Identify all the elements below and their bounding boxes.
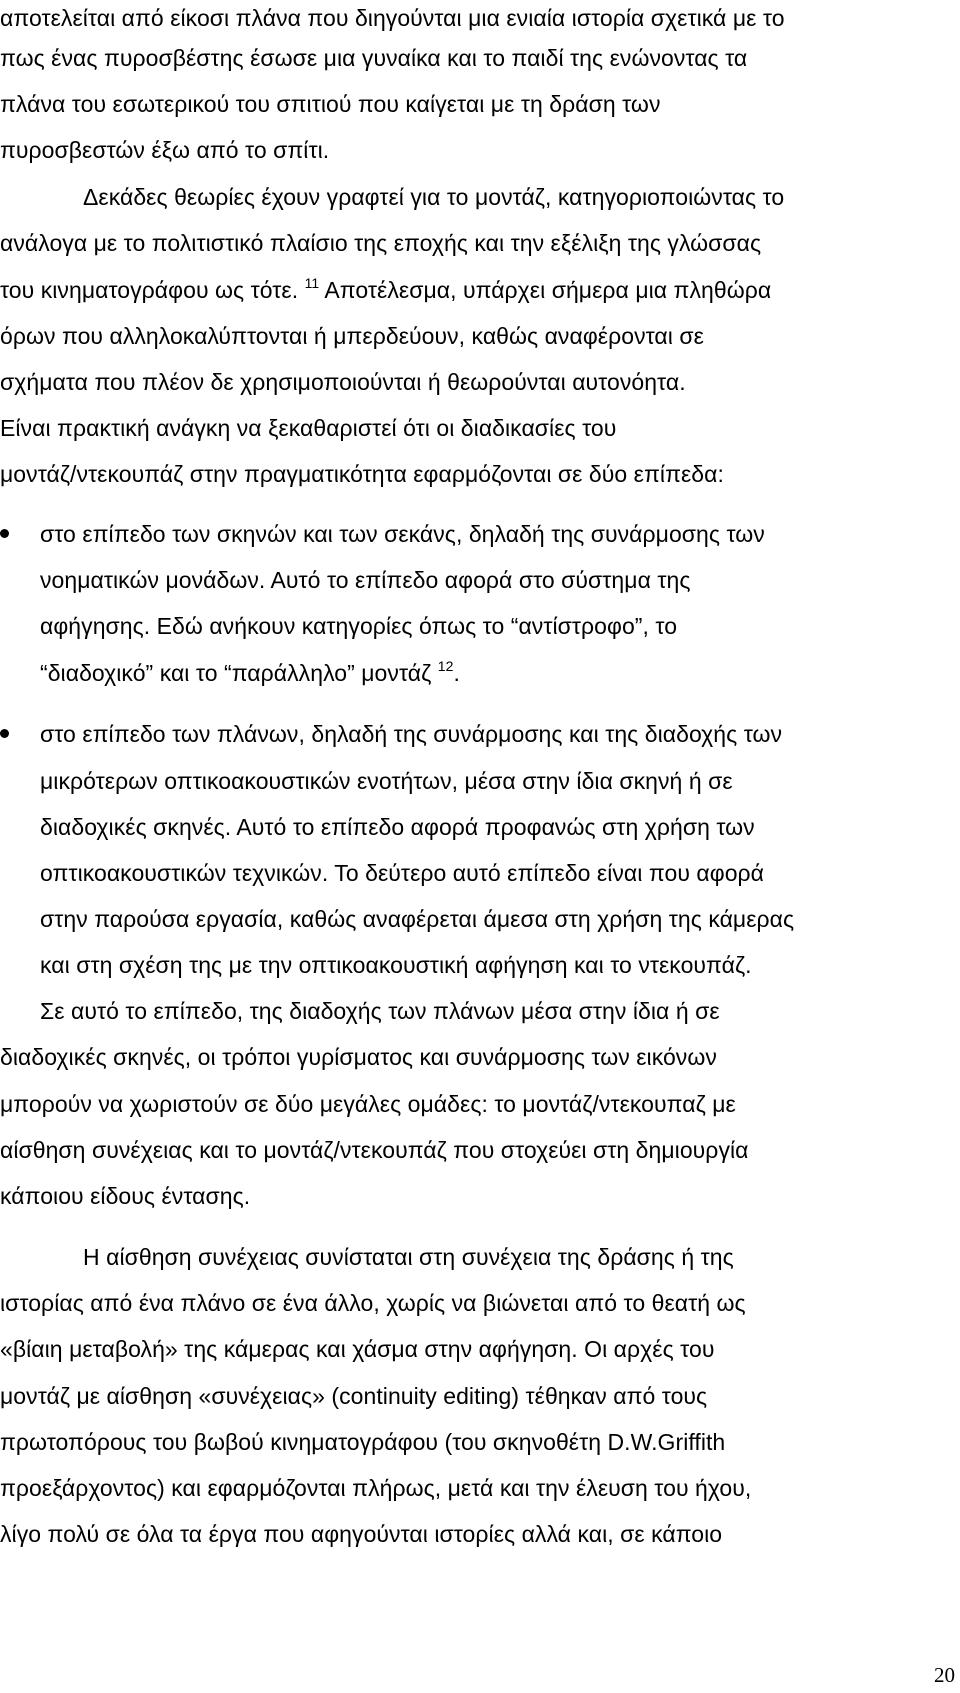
body-line: λίγο πολύ σε όλα τα έργα που αφηγούνται ιστορίες αλλά και, σε κάποιο [0, 1521, 723, 1547]
body-text: Αποτέλεσμα, υπάρχει σήμερα μια πληθώρα [324, 277, 772, 303]
body-line: πως ένας πυροσβέστης έσωσε μια γυναίκα και το παιδί της ενώνοντας τα [0, 45, 748, 71]
body-line-with-term [0, 1382, 707, 1410]
body-line: όρων που αλληλοκαλύπτονται ή μπερδεύουν, καθώς αναφέρονται σε [0, 323, 704, 349]
body-line: κάποιου είδους έντασης. [0, 1183, 251, 1209]
body-line: «βίαιη μεταβολή» της κάμερας και χάσμα στην αφήγηση. Οι αρχές του [0, 1336, 715, 1362]
body-text: του κινηματογράφου ως τότε. [0, 277, 299, 303]
bullet-item-line: διαδοχικές σκηνές. Αυτό το επίπεδο αφορά προφανώς στη χρήση των [40, 814, 755, 840]
highlighted-term: αίσθηση «συνέχειας» (continuity editing) [106, 1383, 520, 1409]
bullet-item-line: στο επίπεδο των πλάνων, δηλαδή της συνάρμοσης και της διαδοχής των [40, 721, 783, 747]
body-line: προεξάρχοντος) και εφαρμόζονται πλήρως, μετά και την έλευση του ήχου, [0, 1475, 752, 1501]
body-line-with-footnote [0, 276, 771, 304]
footnote-marker[interactable]: 12 [437, 658, 454, 674]
body-text: μοντάζ με [0, 1383, 107, 1409]
body-line: μοντάζ/ντεκουπάζ στην πραγματικότητα εφαρμόζονται σε δύο επίπεδα: [0, 461, 724, 487]
body-line: Είναι πρακτική ανάγκη να ξεκαθαριστεί ότι οι διαδικασίες του [0, 415, 617, 441]
body-line: διαδοχικές σκηνές, οι τρόποι γυρίσματος και συνάρμοσης των εικόνων [0, 1044, 717, 1070]
body-text: τέθηκαν από τους [519, 1383, 708, 1409]
body-line: πλάνα του εσωτερικού του σπιτιού που καίγεται με τη δράση των [0, 91, 661, 117]
body-line: αίσθηση συνέχειας και το μοντάζ/ντεκουπάζ που στοχεύει στη δημιουργία [0, 1137, 749, 1163]
body-text: “διαδοχικό” και το “παράλληλο” μοντάζ [40, 660, 432, 686]
body-line: σχήματα που πλέον δε χρησιμοποιούνται ή θεωρούνται αυτονόητα. [0, 369, 686, 395]
bullet-item-line-with-footnote [40, 659, 460, 687]
body-text: . [453, 660, 460, 686]
body-line: Δεκάδες θεωρίες έχουν γραφτεί για το μοντάζ, κατηγοριοποιώντας το [83, 184, 785, 210]
body-line: Η αίσθηση συνέχειας συνίσταται στη συνέχεια της δράσης ή της [83, 1244, 734, 1270]
body-line: Σε αυτό το επίπεδο, της διαδοχής των πλάνων μέσα στην ίδια ή σε [40, 998, 720, 1024]
bullet-icon [0, 729, 9, 738]
body-line: ανάλογα με το πολιτιστικό πλαίσιο της εποχής και την εξέλιξη της γλώσσας [0, 230, 762, 256]
body-line: πρωτοπόρους του βωβού κινηματογράφου (του σκηνοθέτη D.W.Griffith [0, 1429, 726, 1455]
bullet-item-line: νοηματικών μονάδων. Αυτό το επίπεδο αφορά στο σύστημα της [40, 567, 691, 593]
body-line: πυροσβεστών έξω από το σπίτι. [0, 137, 330, 163]
body-line: αποτελείται από είκοσι πλάνα που διηγούνται μια ενιαία ιστορία σχετικά με το [0, 5, 785, 31]
bullet-icon [0, 529, 9, 538]
bullet-item-line: μικρότερων οπτικοακουστικών ενοτήτων, μέσα στην ίδια σκηνή ή σε [40, 768, 733, 794]
footnote-marker[interactable]: 11 [304, 275, 320, 291]
bullet-item-line: οπτικοακουστικών τεχνικών. Το δεύτερο αυτό επίπεδο είναι που αφορά [40, 860, 765, 886]
body-line: ιστορίας από ένα πλάνο σε ένα άλλο, χωρίς να βιώνεται από το θεατή ως [0, 1290, 746, 1316]
body-line: μπορούν να χωριστούν σε δύο μεγάλες ομάδες: το μοντάζ/ντεκουπαζ με [0, 1091, 736, 1117]
bullet-item-line: αφήγησης. Εδώ ανήκουν κατηγορίες όπως το “αντίστροφο”, το [40, 613, 678, 639]
bullet-item-line: στην παρούσα εργασία, καθώς αναφέρεται άμεσα στη χρήση της κάμερας [40, 906, 795, 932]
bullet-item-line: στο επίπεδο των σκηνών και των σεκάνς, δηλαδή της συνάρμοσης των [40, 521, 765, 547]
bullet-item-line: και στη σχέση της με την οπτικοακουστική αφήγηση και το ντεκουπάζ. [40, 952, 752, 978]
page-number: 20 [934, 1663, 955, 1687]
